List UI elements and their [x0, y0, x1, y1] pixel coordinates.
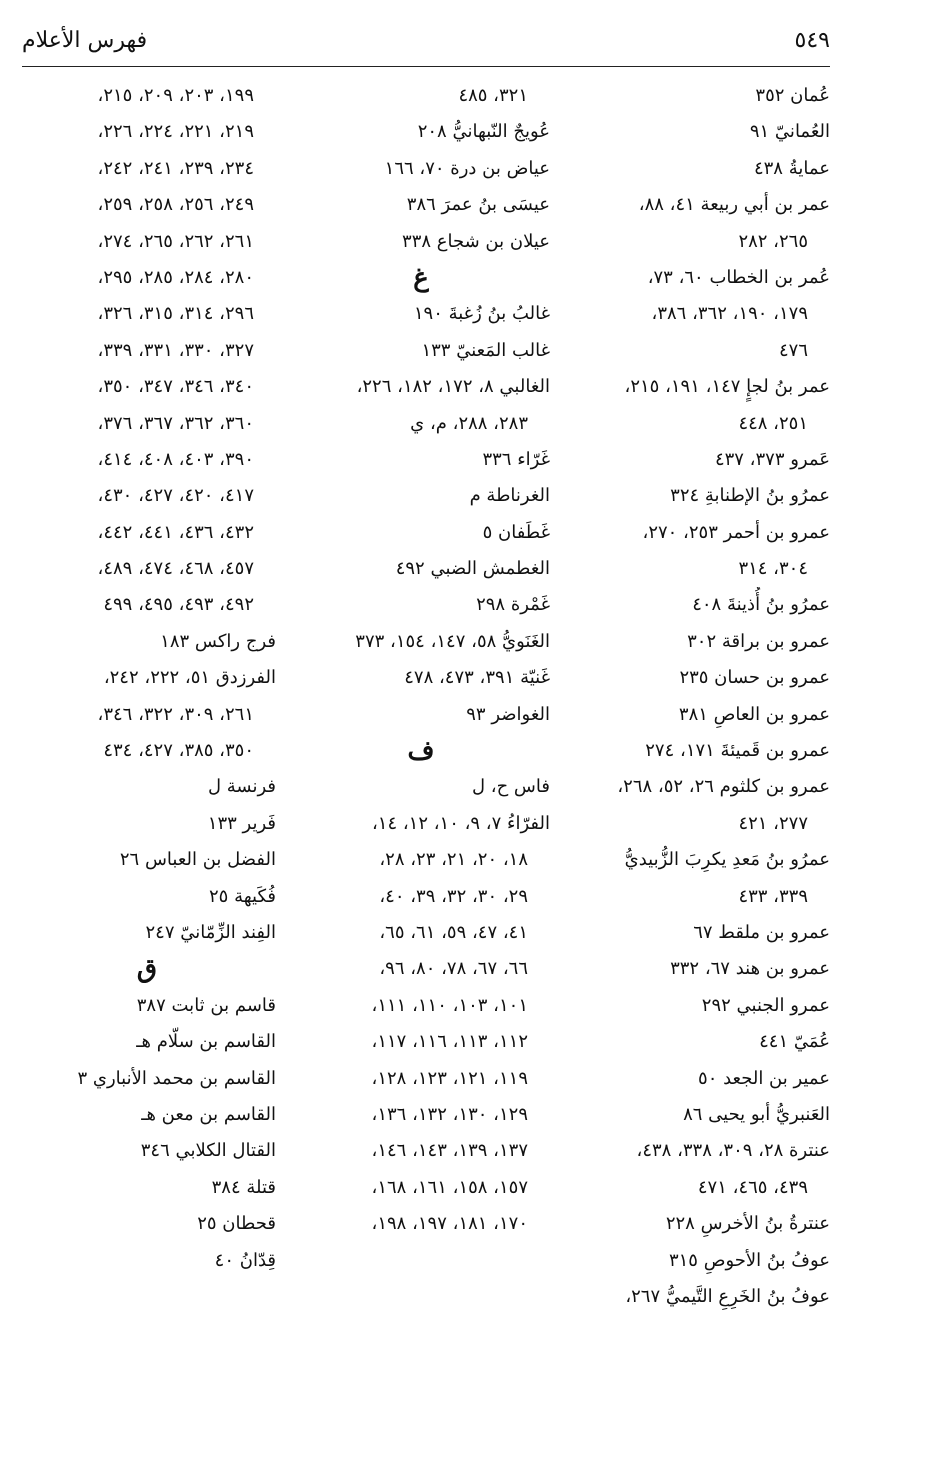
index-continuation-line: ١٩٩، ٢٠٣، ٢٠٩، ٢١٥،	[97, 85, 254, 106]
section-letter-heading: ف	[407, 736, 435, 767]
index-entry: عيلان بن شجاع ٣٣٨	[402, 230, 550, 252]
index-continuation-line: ١٥٧، ١٥٨، ١٦١، ١٦٨،	[371, 1176, 528, 1198]
index-entry: عمرو بن أحمر ٢٥٣، ٢٧٠،	[642, 521, 830, 543]
index-entry: القتال الكلابي ٣٤٦	[140, 1140, 276, 1162]
index-entry: القاسم بن سلّام هـ	[136, 1031, 276, 1053]
index-continuation-line: ٢٦١، ٣٠٩، ٣٢٢، ٣٤٦،	[97, 703, 254, 725]
index-entry: الفرّاءُ ٧، ٩، ١٠، ١٢، ١٤،	[371, 812, 550, 834]
index-continuation-line: ٦٦، ٦٧، ٧٨، ٨٠، ٩٦،	[379, 958, 528, 980]
index-continuation-line: ٢٩، ٣٠، ٣٢، ٣٩، ٤٠،	[379, 885, 528, 907]
index-entry: عمر بنُ لجإٍ ١٤٧، ١٩١، ٢١٥،	[624, 376, 830, 398]
index-continuation-line: ٣٦٠، ٣٦٢، ٣٦٧، ٣٧٦،	[97, 412, 254, 434]
index-entry: عُمر بن الخطاب ٦٠، ٧٣،	[647, 266, 830, 288]
index-entry: غَطَفان ٥	[482, 521, 550, 543]
index-entry: عمر بن أبي ربيعة ٤١، ٨٨،	[638, 194, 830, 216]
index-continuation-line: ٣٢١، ٤٨٥	[458, 85, 528, 106]
index-entry: عمرو الجنبي ٢٩٢	[701, 994, 830, 1016]
index-entry: عنترة ٢٨، ٣٠٩، ٣٣٨، ٤٣٨،	[636, 1140, 830, 1162]
index-continuation-line: ٢٣٤، ٢٣٩، ٢٤١، ٢٤٢،	[97, 157, 254, 179]
index-entry: غَرّاء ٣٣٦	[482, 448, 550, 470]
index-entry: عمرو بن قَميئةَ ١٧١، ٢٧٤	[645, 740, 830, 762]
index-continuation-line: ٢٧٧، ٤٢١	[738, 812, 808, 834]
index-continuation-line: ٤١، ٤٧، ٥٩، ٦١، ٦٥،	[379, 921, 528, 943]
index-continuation-line: ١٨، ٢٠، ٢١، ٢٣، ٢٨،	[379, 849, 528, 871]
index-column-left	[18, 78, 276, 1279]
index-entry: قحطان ٢٥	[197, 1213, 276, 1235]
index-entry: العَنبريُّ أبو يحيى ٨٦	[683, 1103, 830, 1125]
index-entry: عمير بن الجعد ٥٠	[698, 1067, 830, 1089]
index-continuation-line: ٣٣٩، ٤٣٣	[738, 885, 808, 907]
index-entry: الغواضر ٩٣	[466, 703, 550, 725]
index-continuation-line: ٢٩٦، ٣١٤، ٣١٥، ٣٢٦،	[97, 303, 254, 325]
index-continuation-line: ١٧٩، ١٩٠، ٣٦٢، ٣٨٦،	[651, 303, 808, 325]
index-entry: فَرير ١٣٣	[207, 812, 276, 834]
index-entry: عوفُ بنُ الخَرِعِ التَّيميُّ ٢٦٧،	[625, 1285, 830, 1307]
index-continuation-line: ٣٠٤، ٣١٤	[738, 558, 808, 580]
index-continuation-line: ٢٨٣، ٢٨٨، م، ي	[410, 412, 528, 434]
index-entry: الغالبي ٨، ١٧٢، ١٨٢، ٢٢٦،	[356, 376, 550, 398]
index-entry: عمرو بن كلثوم ٢٦، ٥٢، ٢٦٨،	[617, 776, 830, 798]
section-letter-heading: غ	[413, 262, 429, 293]
index-entry: العُمانيّ ٩١	[749, 121, 830, 143]
index-continuation-line: ٣٤٠، ٣٤٦، ٣٤٧، ٣٥٠،	[97, 376, 254, 398]
index-entry: عمرو بن ملقط ٦٧	[693, 921, 830, 943]
index-entry: عمرو بن العاصِ ٣٨١	[678, 703, 830, 725]
index-continuation-line: ٤١٧، ٤٢٠، ٤٢٧، ٤٣٠،	[97, 485, 254, 507]
index-column-right	[562, 78, 830, 1315]
index-entry: عُمان ٣٥٢	[755, 85, 830, 106]
index-continuation-line: ٢٦٥، ٢٨٢	[738, 230, 808, 252]
index-entry: غَمْرة ٢٩٨	[476, 594, 550, 616]
page-number: ٥٤٩	[794, 28, 830, 53]
index-continuation-line: ٤٥٧، ٤٦٨، ٤٧٤، ٤٨٩،	[97, 558, 254, 580]
index-continuation-line: ١١٢، ١١٣، ١١٦، ١١٧،	[371, 1031, 528, 1053]
index-continuation-line: ٢٦١، ٢٦٢، ٢٦٥، ٢٧٤،	[97, 230, 254, 252]
index-continuation-line: ٤٧٦	[778, 339, 808, 361]
index-entry: فرنسة ل	[207, 776, 276, 798]
index-entry: الفضل بن العباس ٢٦	[119, 849, 276, 871]
index-continuation-line: ٢٤٩، ٢٥٦، ٢٥٨، ٢٥٩،	[97, 194, 254, 216]
index-entry: الغطمش الضبي ٤٩٢	[395, 558, 550, 580]
index-entry: فُكَيهة ٢٥	[209, 885, 276, 907]
index-column-middle	[292, 78, 550, 1243]
index-entry: قاسم بن ثابت ٣٨٧	[136, 994, 276, 1016]
index-entry: عمايةُ ٤٣٨	[753, 157, 830, 179]
index-entry: عياض بن درة ٧٠، ١٦٦	[384, 157, 550, 179]
index-entry: غالب المَعنيّ ١٣٣	[421, 339, 550, 361]
index-continuation-line: ١١٩، ١٢١، ١٢٣، ١٢٨،	[371, 1067, 528, 1089]
index-continuation-line: ١٢٩، ١٣٠، ١٣٢، ١٣٦،	[371, 1103, 528, 1125]
index-entry: فرج راكس ١٨٣	[160, 630, 276, 652]
index-continuation-line: ٣٩٠، ٤٠٣، ٤٠٨، ٤١٤،	[97, 448, 254, 470]
index-entry: الفرزدق ٥١، ٢٢٢، ٢٤٢،	[103, 667, 276, 689]
index-entry: عمرُو بنُ الإطنابةِ ٣٢٤	[670, 485, 830, 507]
index-continuation-line: ١٣٧، ١٣٩، ١٤٣، ١٤٦،	[371, 1140, 528, 1162]
index-entry: عُويجٌ النّبهانيُّ ٢٠٨	[417, 121, 550, 143]
index-entry: الغرناطة م	[469, 485, 550, 507]
index-entry: القاسم بن معن هـ	[141, 1103, 276, 1125]
index-continuation-line: ٢١٩، ٢٢١، ٢٢٤، ٢٢٦،	[97, 121, 254, 143]
index-continuation-line: ٢٥١، ٤٤٨	[738, 412, 808, 434]
index-entry: عمرو بن حسان ٢٣٥	[679, 667, 830, 689]
header-rule	[22, 66, 830, 67]
index-entry: قتلة ٣٨٤	[211, 1176, 276, 1198]
index-entry: غَنيّة ٣٩١، ٤٧٣، ٤٧٨	[404, 667, 550, 689]
index-entry: القاسم بن محمد الأنباري ٣	[77, 1067, 276, 1089]
index-entry: عمرُو بنُ أُذينةَ ٤٠٨	[692, 594, 830, 616]
index-continuation-line: ٤٣٩، ٤٦٥، ٤٧١	[697, 1176, 808, 1198]
index-continuation-line: ٣٥٠، ٣٨٥، ٤٢٧، ٤٣٤	[103, 740, 254, 762]
index-continuation-line: ٢٨٠، ٢٨٤، ٢٨٥، ٢٩٥،	[97, 266, 254, 288]
index-entry: الغَنَويُّ ٥٨، ١٤٧، ١٥٤، ٣٧٣	[355, 630, 550, 652]
index-continuation-line: ٣٢٧، ٣٣٠، ٣٣١، ٣٣٩،	[97, 339, 254, 361]
index-continuation-line: ١٧٠، ١٨١، ١٩٧، ١٩٨،	[371, 1213, 528, 1235]
index-entry: عمرو بن هند ٦٧، ٣٣٢	[670, 958, 830, 980]
index-entry: عمرُو بنُ مَعدِ يكرِبَ الزُّبيديُّ	[624, 849, 830, 871]
running-title: فهرس الأعلام	[22, 28, 148, 53]
index-entry: عوفُ بنُ الأحوصِ ٣١٥	[668, 1249, 830, 1271]
section-letter-heading: ق	[136, 954, 158, 985]
index-entry: عمرو بن براقة ٣٠٢	[687, 630, 830, 652]
index-continuation-line: ١٠١، ١٠٣، ١١٠، ١١١،	[371, 994, 528, 1016]
index-entry: الفِند الزِّمّانيّ ٢٤٧	[145, 921, 276, 943]
index-entry: عُمَيّ ٤٤١	[759, 1031, 830, 1053]
index-entry: فاس ح، ل	[471, 776, 550, 798]
index-continuation-line: ٤٣٢، ٤٣٦، ٤٤١، ٤٤٢،	[97, 521, 254, 543]
index-entry: عنترةُ بنُ الأخرسِ ٢٢٨	[665, 1213, 830, 1235]
index-continuation-line: ٤٩٢، ٤٩٣، ٤٩٥، ٤٩٩	[103, 594, 254, 616]
index-entry: قِدّانُ ٤٠	[214, 1249, 276, 1271]
index-entry: عيسَى بنُ عمرَ ٣٨٦	[406, 194, 550, 216]
index-entry: غالبُ بنُ زُغبةَ ١٩٠	[413, 303, 550, 325]
page-header	[22, 28, 830, 68]
index-entry: عَمرو ٣٧٣، ٤٣٧	[714, 448, 830, 470]
